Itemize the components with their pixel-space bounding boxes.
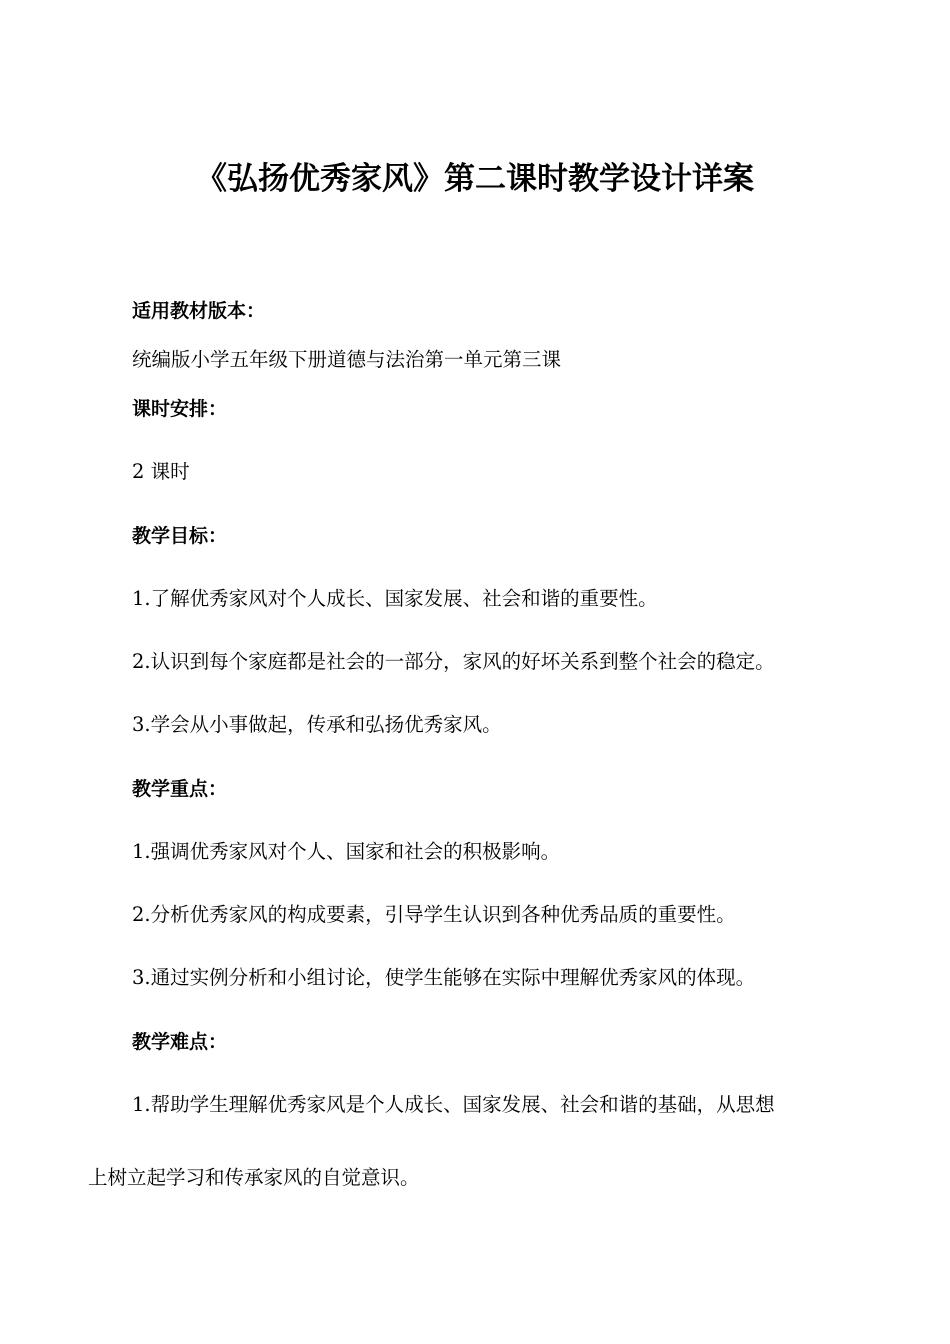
key-point-item-1: 1.强调优秀家风对个人、国家和社会的积极影响。	[132, 840, 561, 863]
schedule-label: 课时安排：	[132, 398, 228, 420]
objective-item-2: 2.认识到每个家庭都是社会的一部分，家风的好坏关系到整个社会的稳定。	[132, 650, 775, 673]
difficulties-label: 教学难点：	[132, 1031, 228, 1053]
textbook-label: 适用教材版本：	[132, 300, 266, 322]
key-point-item-3: 3.通过实例分析和小组讨论，使学生能够在实际中理解优秀家风的体现。	[132, 966, 756, 989]
objective-item-1: 1.了解优秀家风对个人成长、国家发展、社会和谐的重要性。	[132, 587, 658, 610]
key-points-label: 教学重点：	[132, 778, 228, 800]
textbook-value: 统编版小学五年级下册道德与法治第一单元第三课	[132, 348, 562, 371]
document-title: 《弘扬优秀家风》第二课时教学设计详案	[196, 161, 754, 197]
objective-item-3: 3.学会从小事做起，传承和弘扬优秀家风。	[132, 713, 502, 736]
objectives-label: 教学目标：	[132, 525, 228, 547]
key-point-item-2: 2.分析优秀家风的构成要素，引导学生认识到各种优秀品质的重要性。	[132, 903, 736, 926]
difficulty-line-2: 上树立起学习和传承家风的自觉意识。	[88, 1166, 420, 1189]
difficulty-line-1: 1.帮助学生理解优秀家风是个人成长、国家发展、社会和谐的基础，从思想	[132, 1093, 775, 1116]
schedule-value: 2 课时	[132, 460, 190, 483]
